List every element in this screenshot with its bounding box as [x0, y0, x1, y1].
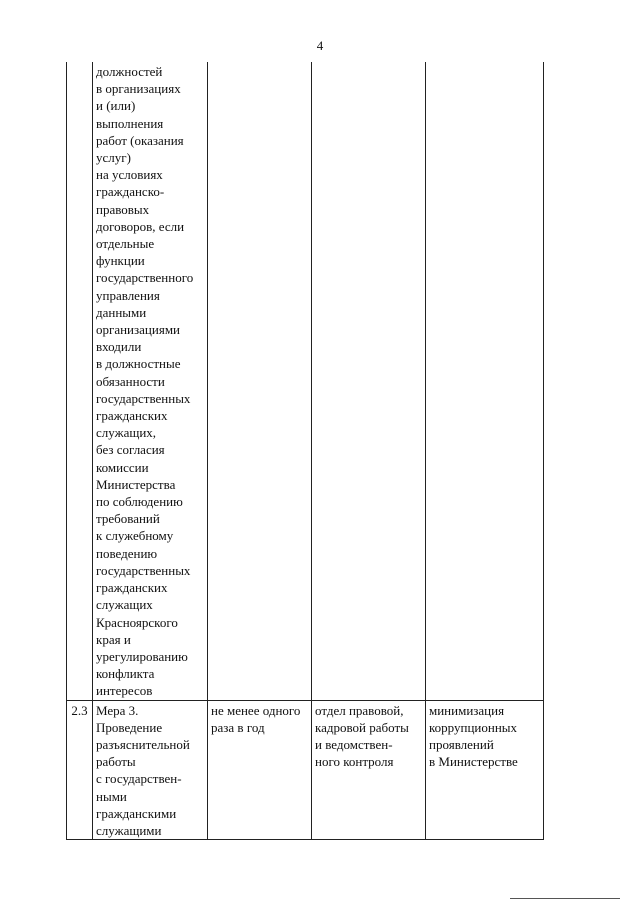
measures-table: [66, 62, 544, 840]
result-cell: минимизация коррупционных проявлений в Министерстве: [426, 700, 544, 840]
measure-cell: Мера 3. Проведение разъяснительной работы с государствен- ными гражданскими служащими: [93, 700, 208, 840]
responsible-cell: [312, 62, 426, 700]
result-cell: [426, 62, 544, 700]
responsible-cell: отдел правовой, кадровой работы и ведомствен- ного контроля: [312, 700, 426, 840]
deadline-cell: [208, 62, 312, 700]
table-row: [67, 700, 544, 840]
measure-cell: должностей в организациях и (или) выполнения работ (оказания услуг) на условиях гражданско- правовых договоров, если отдельные функции государственного управления данными организациями входили в должностные обязанности государственных гражданских служащих, без согласия комиссии Министерства по соблюдению требований к служебному поведению государственных гражданских служащих Красноярского края и урегулированию конфликта интересов: [93, 62, 208, 700]
page-number: 4: [316, 38, 324, 53]
scan-edge-line: [510, 898, 620, 899]
row-number-cell: 2.3: [67, 700, 93, 840]
table-row: [67, 62, 544, 700]
row-number-cell: [67, 62, 93, 700]
deadline-cell: не менее одного раза в год: [208, 700, 312, 840]
